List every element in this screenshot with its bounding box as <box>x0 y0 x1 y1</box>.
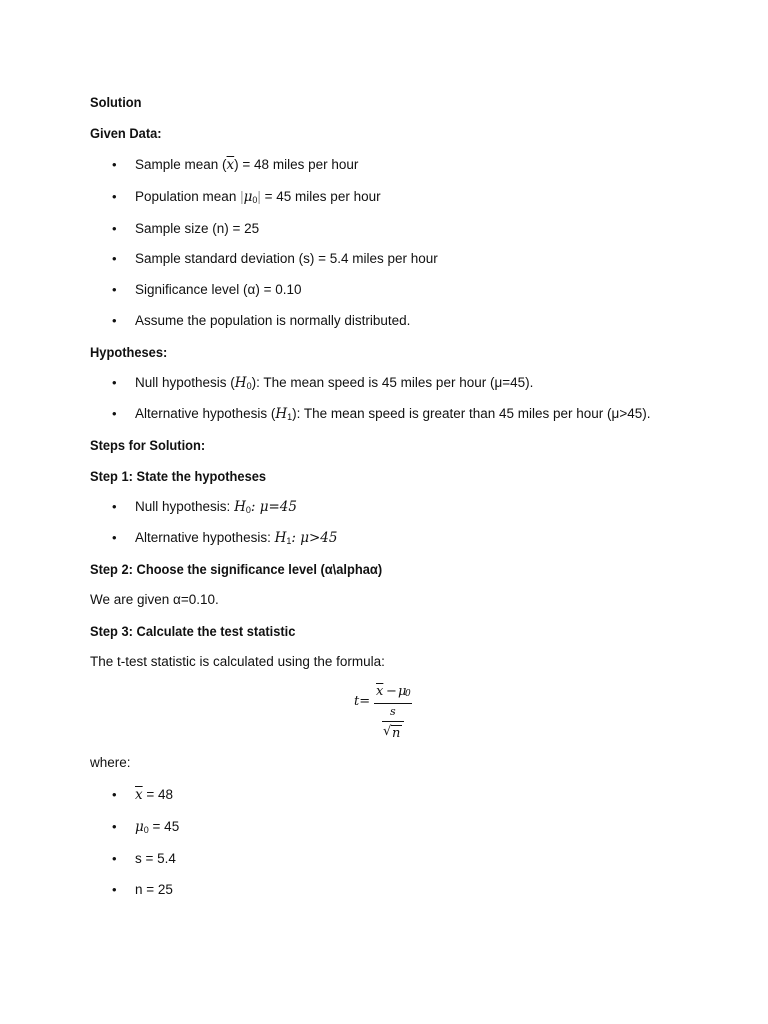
var-xbar: $\overline{x} = 48$ <box>135 787 174 803</box>
formula-num-x: $\overline{x}$ <box>376 684 384 699</box>
formula-inner-fraction-bar <box>382 721 404 722</box>
step1-null-item: Null hypothesis: $H_0$: μ=45 <box>135 499 297 515</box>
null-hypothesis-item: Null hypothesis $(H_0)$: The mean speed is 45 miles per hour (μ=45). <box>135 375 534 391</box>
formula-den-sqrt: √ <box>383 724 392 739</box>
bullet: • <box>112 282 117 297</box>
bullet: • <box>112 375 117 390</box>
given-item-std-dev: Sample standard deviation (s) = 5.4 miles per hour <box>135 251 438 266</box>
steps-heading: Steps for Solution: <box>90 437 206 453</box>
formula-den-s: s <box>390 705 396 718</box>
given-item-significance: Significance level (α) = 0.10 <box>135 282 302 297</box>
given-item-population-mean: Population mean $|\mu_0| = 45$ miles per hour <box>135 189 381 205</box>
bullet: • <box>112 530 117 545</box>
alternative-hypothesis-item: Alternative hypothesis $(H_1)$: The mean speed is greater than 45 miles per hour (μ>45). <box>135 406 651 422</box>
step1-heading: Step 1: State the hypotheses <box>90 468 267 484</box>
given-item-sample-mean: Sample mean $(\overline{x}) = 48$ miles per hour <box>135 157 359 173</box>
t-statistic-formula <box>354 684 434 744</box>
var-s: s = 5.4 <box>135 851 176 866</box>
step3-heading: Step 3: Calculate the test statistic <box>90 623 296 639</box>
step1-alternative-item: Alternative hypothesis: $H_1$: μ>45 <box>135 530 338 546</box>
var-n: n = 25 <box>135 882 173 897</box>
formula-main-fraction-bar <box>374 703 412 704</box>
bullet: • <box>112 499 117 514</box>
solution-title: Solution <box>90 94 142 110</box>
bullet: • <box>112 787 117 802</box>
bullet: • <box>112 851 117 866</box>
step3-text: The t-test statistic is calculated using the formula: <box>90 654 385 669</box>
where-label: where: <box>90 755 131 770</box>
step2-text: We are given α=0.10. <box>90 592 219 607</box>
bullet: • <box>112 157 117 172</box>
formula-num-sub: 0 <box>405 689 411 699</box>
formula-den-n: n <box>392 726 401 741</box>
given-item-assumption: Assume the population is normally distributed. <box>135 313 411 328</box>
given-item-sample-size: Sample size (n) = 25 <box>135 221 260 236</box>
bullet: • <box>112 406 117 421</box>
bullet: • <box>112 313 117 328</box>
formula-num-mu: μ <box>398 684 407 699</box>
formula-num-minus: − <box>386 684 397 699</box>
bullet: • <box>112 189 117 204</box>
given-data-heading: Given Data: <box>90 125 162 141</box>
bullet: • <box>112 882 117 897</box>
bullet: • <box>112 819 117 834</box>
bullet: • <box>112 251 117 266</box>
hypotheses-heading: Hypotheses: <box>90 344 168 360</box>
var-mu0: $\mu_0 = 45$ <box>135 819 180 835</box>
formula-lhs: t= <box>354 694 371 709</box>
bullet: • <box>112 221 117 236</box>
step2-heading: Step 2: Choose the significance level (α\alphaα) <box>90 561 383 577</box>
